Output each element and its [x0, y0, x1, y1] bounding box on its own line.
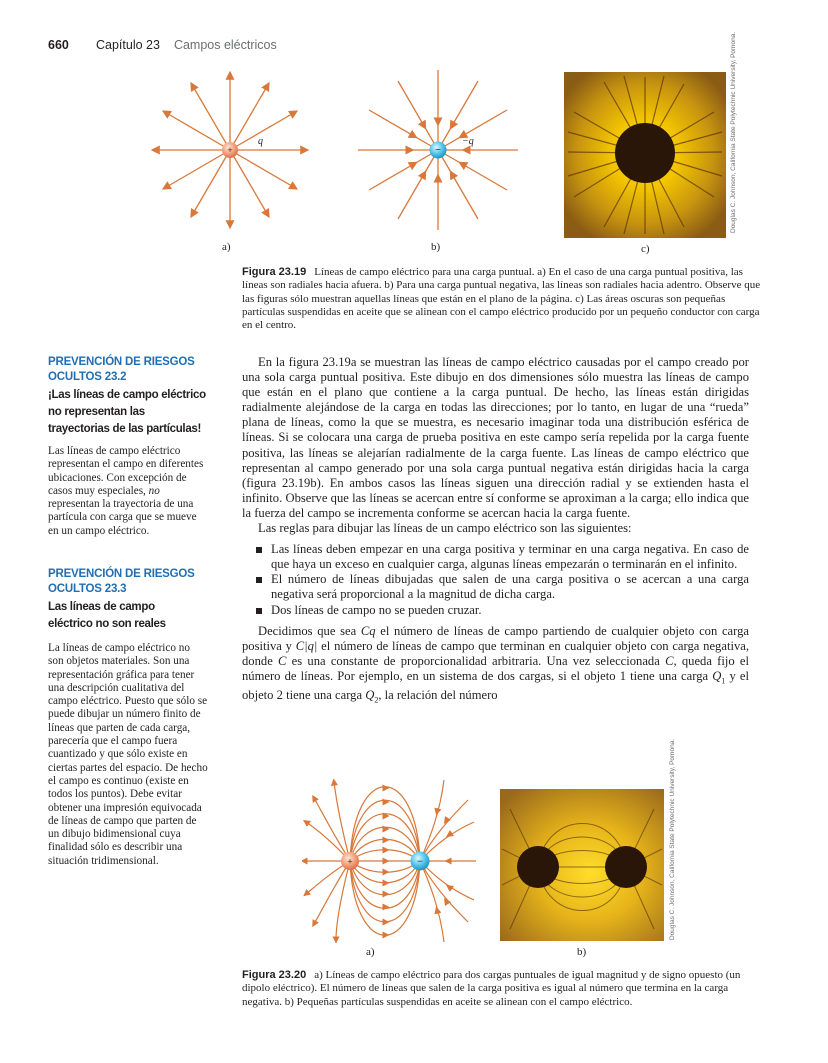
figure-23-19-caption [242, 266, 762, 332]
rule-item: Dos líneas de campo no se pueden cruzar. [242, 603, 749, 618]
running-header [48, 38, 277, 52]
figure-23-20a-label: a) [366, 946, 375, 958]
kicker-line-1: PREVENCIÓN DE RIESGOS [48, 356, 195, 368]
radial-inward-field-diagram [358, 70, 518, 230]
pitfall-kicker [48, 567, 208, 597]
charge-label-q: q [258, 136, 263, 147]
bullet-square-icon [256, 577, 262, 583]
minus-sign: − [435, 145, 441, 156]
figure-23-20b-photo [500, 789, 664, 941]
emphasis: no [148, 484, 160, 497]
figure-23-19a-label: a) [222, 241, 231, 253]
plus-sign: + [347, 856, 353, 867]
pitfall-title: ¡Las líneas de campo eléctrico no representan las trayectorias de las partículas! [48, 389, 206, 435]
charge-label-minus-q: −q [462, 136, 474, 147]
kicker-line-2: OCULTOS 23.3 [48, 583, 127, 595]
paragraph-1: En la figura 23.19a se muestran las líneas de campo eléctrico causadas por el campo creado por una sola carga puntual positiva. Este dibujo en dos dimensiones sólo muestra las líneas de campo que están en el plano que contiene a la carga puntual. De hecho, las líneas están dirigidas radialmente alejándose de la carga en todas las direcciones; por lo tanto, en lugar de una “rueda” plana de líneas, como la que se muestra, es necesario imaginar toda una distribución esférica de líneas. Si se colocara una carga de prueba positiva en este campo sería repelida por la carga fuente positiva, las líneas se alejarían radialmente de la carga fuente. Las líneas de campo eléctrico que representan al campo generado por una sola carga puntual negativa están dirigidas hacia la carga (figura 23.19b). En ambos casos las líneas siguen una dirección radial y se extienden hasta el infinito. Observe que las líneas se acercan entre sí conforme se aproximan a la carga; ello indica que la fuerza del campo se incrementa conforme se acercan hacia la carga fuente. [242, 355, 749, 520]
main-text-column [242, 355, 749, 708]
paragraph-2: Las reglas para dibujar las líneas de un campo eléctrico son las siguientes: [258, 521, 632, 536]
bullet-square-icon [256, 608, 262, 614]
chapter-title: Campos eléctricos [173, 38, 277, 52]
figure-23-20-caption [242, 969, 762, 1009]
figure-number: Figura 23.19 [242, 266, 307, 278]
pitfall-title: Las líneas de campo eléctrico no son reales [48, 601, 166, 630]
photo-credit-23-20: Douglas C. Johnson, California State Polytechnic University, Pomona. [669, 738, 676, 940]
oil-particles-single-charge-photo [564, 72, 726, 238]
kicker-line-2: OCULTOS 23.2 [48, 371, 127, 383]
rules-list [242, 542, 749, 617]
figure-23-19a-positive-charge-field [150, 70, 310, 230]
dipole-field-diagram [302, 772, 478, 948]
rule-item: Las líneas deben empezar en una carga positiva y terminar en una carga negativa. En caso de que haya un exceso en cualquier carga, algunas líneas empezarán o terminarán en el infinito. [242, 542, 749, 572]
pitfall-body: La líneas de campo eléctrico no son objetos materiales. Son una representación gráfica para tener una descripción cualitativa del campo eléctrico. Puesto que sólo se puede dibujar un número finito de líneas que parten de cada carga, parecería que el campo fuera cuantizado y que sólo existe en ciertas partes del espacio. De hecho el campo es continuo (existe en todos los puntos). Debe evitar obtener una impresión equivocada de líneas de campo que parten de un dibujo bidimensional cuya finalidad sólo es describir una situación tridimensional. [48, 642, 208, 867]
figure-number: Figura 23.20 [242, 969, 307, 981]
paragraph-3: Decidimos que sea Cq el número de líneas de campo partiendo de cualquier objeto con carga positiva y C|q| el número de líneas de campo que terminan en cualquier objeto con carga negativa, donde C es una constante de proporcionalidad arbitraria. Una vez seleccionada C, queda fijo el número de líneas. Por ejemplo, en un sistema de dos cargas, si el objeto 1 tiene una carga $Q_1$ y el objeto 2 tiene una carga $Q_2$, la relación del número [242, 623, 750, 705]
pitfall-prevention-23-3 [48, 567, 208, 868]
figure-23-20b-label: b) [577, 946, 587, 958]
figure-23-19c-photo [564, 72, 726, 238]
caption-text: Líneas de campo eléctrico para una carga puntual. a) En el caso de una carga puntual positiva, las líneas son radiales hacia afuera. b) Para una carga puntual negativa, las líneas son radiales hacia adentro. Observe que las figuras sólo muestran aquellas líneas que están en el plano de la página. c) Las áreas oscuras son pequeñas partículas suspendidas en aceite que se alinean con el campo eléctrico producido por un pequeño conductor con carga en el centro. [242, 266, 761, 332]
radial-outward-field-diagram [150, 70, 310, 230]
pitfall-body: Las líneas de campo eléctrico representan el campo en diferentes ubicaciones. Con excepción de casos muy especiales, no representan la trayectoria de una partícula con carga que se mueve en un campo eléctrico. [48, 445, 204, 537]
minus-sign: − [417, 856, 423, 868]
caption-text: a) Líneas de campo eléctrico para dos cargas puntuales de igual magnitud y de signo opuesto (un dipolo eléctrico). El número de líneas que salen de la carga positiva es igual al número que termina en la carga negativa. b) Pequeñas partículas suspendidas en aceite se alinean con el campo eléctrico. [242, 969, 741, 1008]
figure-23-19c-label: c) [641, 243, 650, 255]
kicker-line-1: PREVENCIÓN DE RIESGOS [48, 568, 195, 580]
pitfall-prevention-23-2 [48, 355, 208, 538]
chapter-label: Capítulo 23 [96, 38, 160, 52]
oil-particles-dipole-photo [500, 789, 664, 941]
figure-23-19b-negative-charge-field [358, 70, 518, 230]
rule-item: El número de líneas dibujadas que salen de una carga positiva o se acercan a una carga negativa será proporcional a la magnitud de dicha carga. [242, 572, 749, 602]
pitfall-kicker [48, 355, 208, 385]
bullet-square-icon [256, 547, 262, 553]
figure-23-20a-dipole-field [302, 772, 478, 948]
page-number: 660 [48, 38, 69, 52]
plus-sign: + [227, 145, 233, 155]
photo-credit-23-19: Douglas C. Johnson, California State Polytechnic University, Pomona. [730, 31, 737, 233]
figure-23-19b-label: b) [431, 241, 441, 253]
